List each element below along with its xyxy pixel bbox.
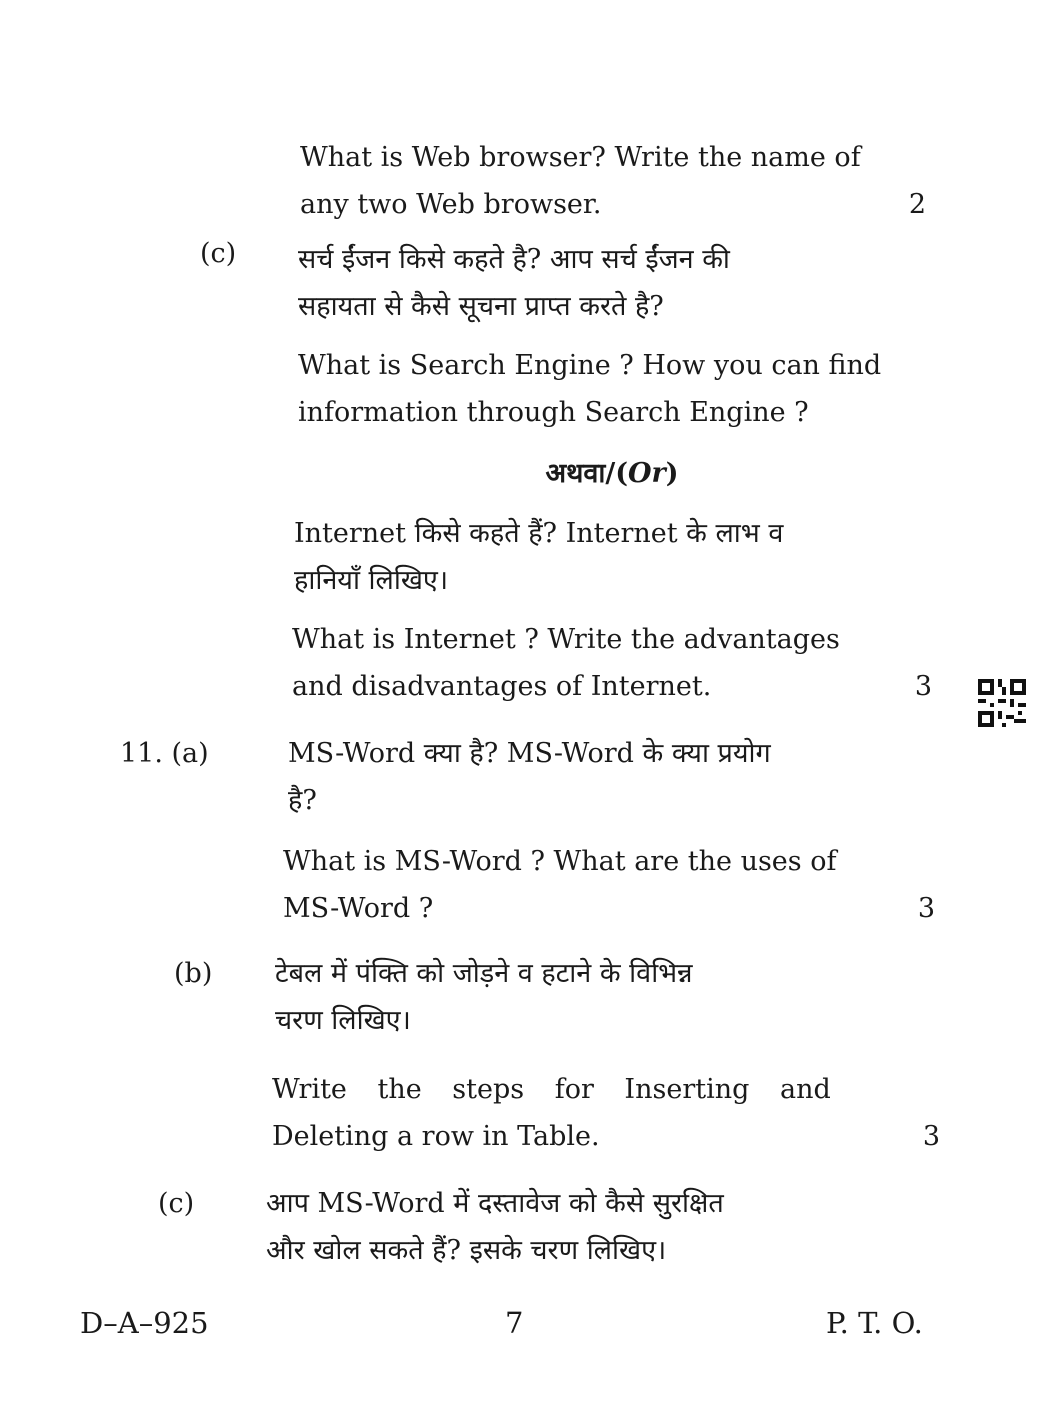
q11b-english <box>272 1066 940 1160</box>
q10b-english <box>300 134 926 228</box>
q10c-hindi-line2: सहायता से कैसे सूचना प्राप्त करते है? <box>298 291 664 322</box>
q10c-english <box>298 342 926 436</box>
please-turn-over: P. T. O. <box>826 1306 923 1340</box>
q11b-english-line1: Write the steps for Inserting and <box>272 1074 831 1105</box>
q11c-label: (c) <box>158 1188 195 1219</box>
q11a-label: 11. (a) <box>120 738 209 769</box>
or-separator <box>298 450 926 497</box>
q11b-hindi-line2: चरण लिखिए। <box>275 1005 411 1036</box>
q10c-english-line1: What is Search Engine ? How you can find <box>298 350 882 381</box>
q10c-hindi-line1: सर्च ईंजन किसे कहते है? आप सर्च ईंजन की <box>298 244 730 275</box>
q10c-alt-english <box>292 616 930 710</box>
q11a-marks: 3 <box>917 893 935 924</box>
q10c-alt-hindi-line1: Internet किसे कहते हैं? Internet के लाभ व <box>294 518 784 549</box>
q11b-label: (b) <box>174 958 213 989</box>
q11b-english-line2: Deleting a row in Table. <box>272 1121 600 1152</box>
q10c-hindi <box>298 236 926 330</box>
q11b-hindi <box>275 950 937 1044</box>
or-english: Or <box>628 458 666 489</box>
q10c-english-line2: information through Search Engine ? <box>298 397 809 428</box>
q11a-english <box>283 838 935 932</box>
page-number: 7 <box>505 1306 524 1340</box>
or-hindi: अथवा/( <box>545 458 628 489</box>
q10b-marks: 2 <box>908 189 926 220</box>
q10b-english-line1: What is Web browser? Write the name of <box>300 142 861 173</box>
q11b-hindi-line1: टेबल में पंक्ति को जोड़ने व हटाने के विभिन्न <box>275 958 693 989</box>
q11c-hindi-line2: और खोल सकते हैं? इसके चरण लिखिए। <box>266 1235 667 1266</box>
q10c-label: (c) <box>200 238 237 269</box>
q11c-hindi-line1: आप MS-Word में दस्तावेज को कैसे सुरक्षित <box>266 1188 724 1219</box>
or-close: ) <box>665 458 679 489</box>
q10c-alt-english-line1: What is Internet ? Write the advantages <box>292 624 840 655</box>
q11a-english-line2: MS-Word ? <box>283 893 434 924</box>
q11a-hindi-line2: है? <box>288 785 317 816</box>
q11a-hindi-line1: MS-Word क्या है? MS-Word के क्या प्रयोग <box>288 738 771 769</box>
q10c-alt-marks: 3 <box>914 671 932 702</box>
paper-code: D–A–925 <box>80 1306 209 1340</box>
q10b-english-line2: any two Web browser. <box>300 189 602 220</box>
q11a-hindi <box>288 730 934 824</box>
qr-code-icon <box>978 679 1026 727</box>
q10c-alt-hindi <box>294 510 928 604</box>
q10c-alt-hindi-line2: हानियाँ लिखिए। <box>294 565 449 596</box>
q10c-alt-english-line2: and disadvantages of Internet. <box>292 671 712 702</box>
q11a-english-line1: What is MS-Word ? What are the uses of <box>283 846 837 877</box>
q11b-marks: 3 <box>922 1121 940 1152</box>
q11c-hindi <box>266 1180 942 1274</box>
